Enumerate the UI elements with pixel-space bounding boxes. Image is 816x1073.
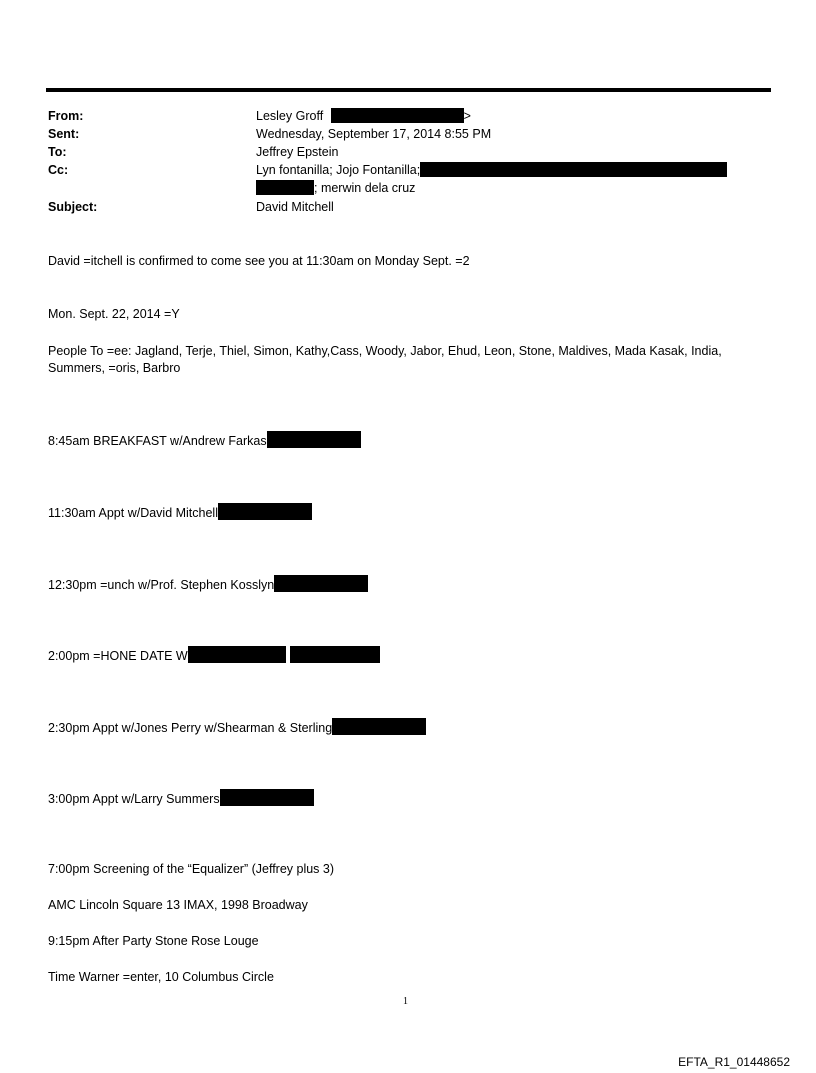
redaction-block [218, 503, 312, 520]
from-value [256, 107, 471, 125]
redaction-block [332, 718, 426, 735]
schedule-item [48, 503, 312, 522]
schedule-text: 11:30am Appt w/David Mitchell [48, 506, 218, 520]
to-label: To: [48, 145, 67, 159]
redaction-block [256, 180, 314, 195]
evening-item: 9:15pm After Party Stone Rose Louge [48, 934, 259, 948]
schedule-item [48, 575, 368, 594]
evening-item: Time Warner =enter, 10 Columbus Circle [48, 970, 274, 984]
redaction-block [267, 431, 361, 448]
schedule-text: 2:00pm =HONE DATE W [48, 649, 188, 663]
subject-value: David Mitchell [256, 200, 334, 214]
schedule-item [48, 431, 361, 450]
redaction-block [420, 162, 727, 177]
schedule-text: 3:00pm Appt w/Larry Summers [48, 792, 220, 806]
cc-label: Cc: [48, 163, 69, 177]
cc-value-line1 [256, 161, 727, 179]
schedule-item [48, 789, 314, 808]
from-label: From: [48, 109, 84, 123]
evening-item: 7:00pm Screening of the “Equalizer” (Jeffrey plus 3) [48, 862, 335, 876]
to-value: Jeffrey Epstein [256, 145, 339, 159]
schedule-item [48, 646, 380, 665]
header-rule [46, 88, 771, 92]
sent-value: Wednesday, September 17, 2014 8:55 PM [256, 127, 492, 141]
redaction-block [290, 646, 380, 663]
redaction-block [188, 646, 286, 663]
schedule-text: 2:30pm Appt w/Jones Perry w/Shearman & Sterling [48, 721, 333, 735]
schedule-item [48, 718, 426, 737]
cc-value-line2 [256, 179, 415, 197]
from-suffix: > [463, 109, 471, 123]
sent-label: Sent: [48, 127, 80, 141]
schedule-text: 8:45am BREAKFAST w/Andrew Farkas [48, 434, 267, 448]
from-name: Lesley Groff [256, 109, 324, 123]
people-line: People To =ee: Jagland, Terje, Thiel, Simon, Kathy,Cass, Woody, Jabor, Ehud, Leon, Stone, Maldives, Mada Kasak, India, Summers, =oris, Barbro [48, 344, 722, 375]
cc-names-cont: ; merwin dela cruz [314, 181, 416, 195]
date-line: Mon. Sept. 22, 2014 =Y [48, 307, 180, 321]
subject-label: Subject: [48, 200, 98, 214]
redaction-block [274, 575, 368, 592]
document-id: EFTA_R1_01448652 [678, 1055, 790, 1069]
evening-item: AMC Lincoln Square 13 IMAX, 1998 Broadway [48, 898, 308, 912]
intro-line: David =itchell is confirmed to come see you at 11:30am on Monday Sept. =2 [48, 254, 470, 268]
redaction-block [220, 789, 314, 806]
schedule-text: 12:30pm =unch w/Prof. Stephen Kosslyn [48, 578, 275, 592]
page-number: 1 [403, 996, 408, 1007]
redaction-block [331, 108, 464, 123]
cc-names: Lyn fontanilla; Jojo Fontanilla; [256, 163, 421, 177]
